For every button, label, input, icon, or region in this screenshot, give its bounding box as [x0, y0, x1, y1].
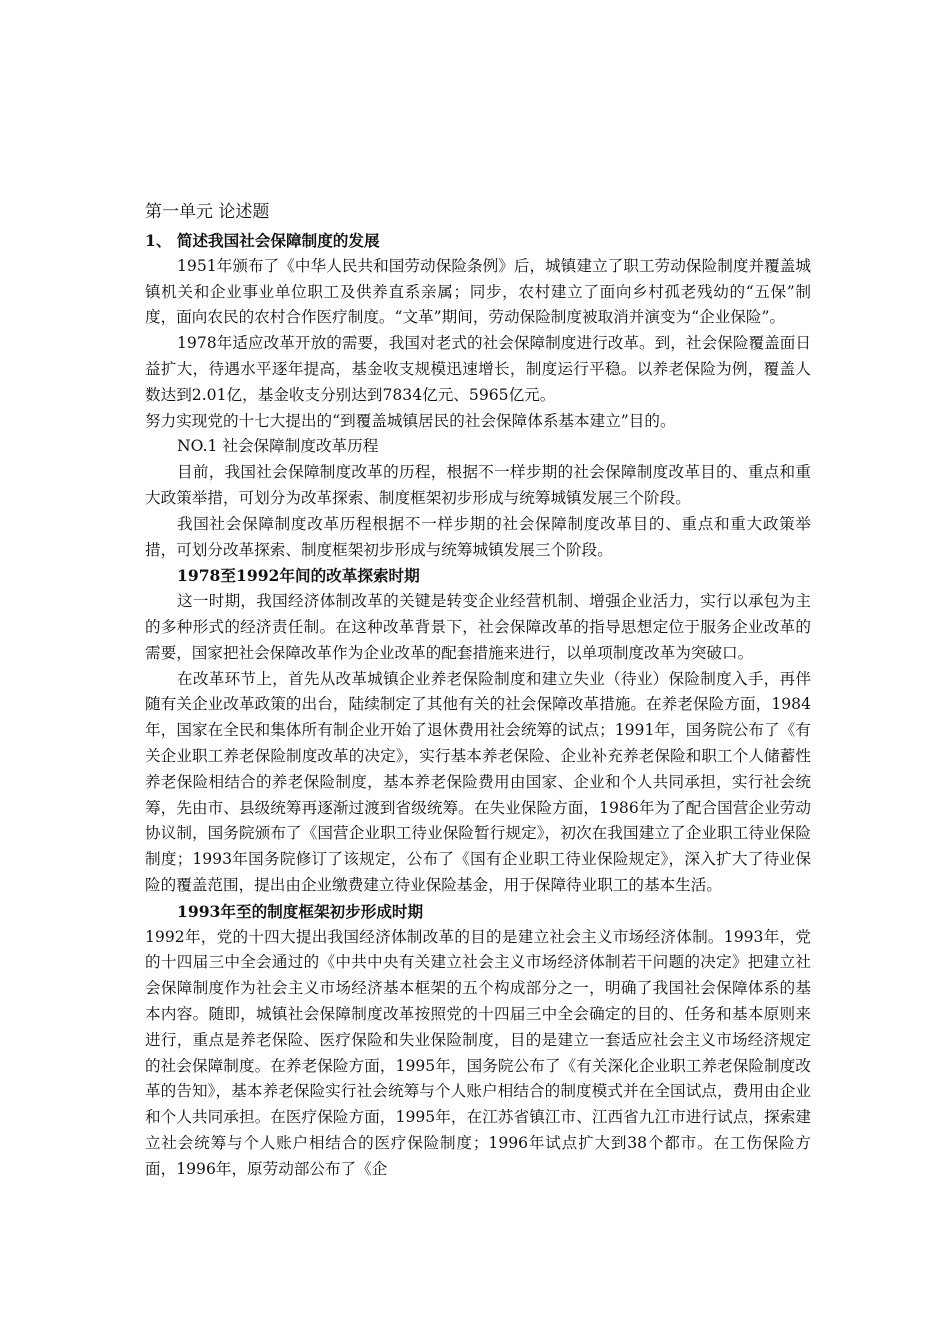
section-label: NO.1 社会保障制度改革历程: [177, 437, 379, 456]
document-body: [145, 197, 811, 1182]
paragraph: 目前，我国社会保障制度改革的历程，根据不一样步期的社会保障制度改革目的、重点和重大政策举措，可划分为改革探索、制度框架初步形成与统筹城镇发展三个阶段。: [145, 463, 811, 507]
paragraph: 这一时期，我国经济体制改革的关键是转变企业经营机制、增强企业活力，实行以承包为主的多种形式的经济责任制。在这种改革背景下，社会保障改革的指导思想定位于服务企业改革的需要，国家把社会保障改革作为企业改革的配套措施来进行，以单项制度改革为突破口。: [145, 592, 811, 662]
paragraph: 我国社会保障制度改革历程根据不一样步期的社会保障制度改革目的、重点和重大政策举措，可划分改革探索、制度框架初步形成与统筹城镇发展三个阶段。: [145, 514, 811, 559]
question-title: 1、 简述我国社会保障制度的发展: [145, 231, 380, 250]
paragraph: 1951年颁布了《中华人民共和国劳动保险条例》后，城镇建立了职工劳动保险制度并覆盖城镇机关和企业事业单位职工及供养直系亲属；同步，农村建立了面向乡村孤老残幼的“五保”制度，面向农民的农村合作医疗制度。“文革”期间，劳动保险制度被取消并演变为“企业保险”。: [145, 256, 811, 327]
paragraph: 1978年适应改革开放的需要，我国对老式的社会保障制度进行改革。到，社会保险覆盖面日益扩大，待遇水平逐年提高，基金收支规模迅速增长，制度运行平稳。以养老保险为例，覆盖人数达到2.01亿，基金收支分别达到7834亿元、5965亿元。: [145, 334, 811, 404]
paragraph: 在改革环节上，首先从改革城镇企业养老保险制度和建立失业（待业）保险制度入手，再伴随有关企业改革政策的出台，陆续制定了其他有关的社会保障改革措施。在养老保险方面，1984年，国家在全民和集体所有制企业开始了退休费用社会统筹的试点；1991年，国务院公布了《有关企业职工养老保险制度改革的决定》，实行基本养老保险、企业补充养老保险和职工个人储蓄性养老保险相结合的养老保险制度，基本养老保险费用由国家、企业和个人共同承担，实行社会统筹，先由市、县级统筹再逐渐过渡到省级统筹。在失业保险方面，1986年为了配合国营企业劳动协议制，国务院颁布了《国营企业职工待业保险暂行规定》，初次在我国建立了企业职工待业保险制度；1993年国务院修订了该规定，公布了《国有企业职工待业保险规定》，深入扩大了待业保险的覆盖范围，提出由企业缴费建立待业保险基金，用于保障待业职工的基本生活。: [145, 669, 811, 894]
paragraph: 1992年，党的十四大提出我国经济体制改革的目的是建立社会主义市场经济体制。1993年，党的十四届三中全会通过的《中共中央有关建立社会主义市场经济体制若干问题的决定》把建立社会保障制度作为社会主义市场经济基本框架的五个构成部分之一，明确了我国社会保障体系的基本内容。随即，城镇社会保障制度改革按照党的十四届三中全会确定的目的、任务和基本原则来进行，重点是养老保险、医疗保险和失业保险制度，目的是建立一套适应社会主义市场经济规定的社会保障制度。在养老保险方面，1995年，国务院公布了《有关深化企业职工养老保险制度改革的告知》，基本养老保险实行社会统筹与个人账户相结合的制度模式并在全国试点，费用由企业和个人共同承担。在医疗保险方面，1995年，在江苏省镇江市、江西省九江市进行试点，探索建立社会统筹与个人账户相结合的医疗保险制度；1996年试点扩大到38个都市。在工伤保险方面，1996年，原劳动部公布了《企: [145, 927, 811, 1178]
paragraph: 努力实现党的十七大提出的“到覆盖城镇居民的社会保障体系基本建立”目的。: [145, 411, 676, 430]
section-heading: 1978至1992年间的改革探索时期: [177, 566, 420, 586]
section-heading: 1993年至的制度框架初步形成时期: [177, 901, 424, 921]
unit-title: 第一单元 论述题: [145, 202, 270, 222]
